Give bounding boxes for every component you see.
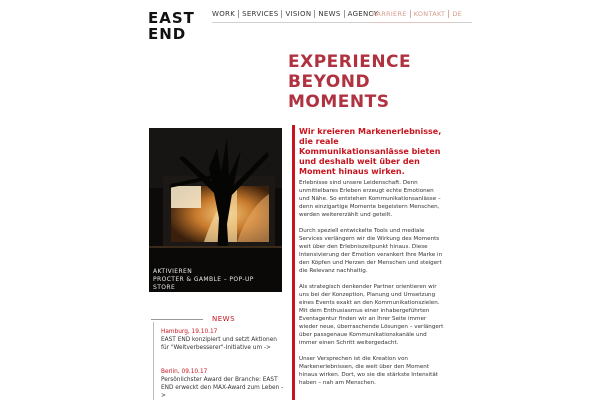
news-item[interactable] [161, 328, 286, 352]
logo-line-1: EAST [148, 9, 195, 27]
hero-line-1: EXPERIENCE [288, 52, 412, 72]
meta-nav-divider [372, 22, 452, 23]
meta-nav [372, 10, 465, 18]
feature-caption-title: PROCTER & GAMBLE – POP-UP [153, 276, 254, 283]
body-paragraph: Unser Versprechen ist die Kreation von Markenerlebnissen, die weit über den Moment hinaus wirken. Dort, wo sie die stärkste Intensität haben – nah am Menschen. [299, 356, 438, 386]
accent-bar [292, 125, 295, 400]
body-paragraph: Erlebnisse sind unsere Leidenschaft. Denn unmittelbares Erleben erzeugt echte Emotionen und Nähe. So entstehen Kommunikationsanlässe – denn einzigartige Momente begeistern Menschen, werden weitererzählt und geteilt. [299, 180, 441, 218]
feature-caption-title-cont: STORE [153, 284, 176, 291]
news-date: Hamburg, 19.10.17 [161, 329, 218, 335]
feature-caption [153, 268, 254, 292]
news-date: Berlin, 09.10.17 [161, 369, 208, 375]
nav-karriere[interactable]: KARRIERE [372, 10, 407, 18]
nav-news[interactable]: NEWS [314, 10, 343, 18]
main-nav [212, 10, 381, 18]
body-copy [299, 179, 444, 395]
body-paragraph: Durch speziell entwickelte Tools und mediale Services verlängern wir die Wirkung des Moments weit über den Erlebniszeitpunkt hinaus. Diese Intensivierung der Emotion verankert Ihre Marke in den Köpfen und Herzen der Menschen und steigert die Relevanz nachhaltig. [299, 228, 443, 274]
news-text: EAST END konzipiert und setzt Aktionen für "Weltverbesserer"-Initiative um -> [161, 337, 277, 351]
body-paragraph: Als strategisch denkender Partner orientieren wir uns bei der Konzeption, Planung und Umsetzung eines Events exakt an den Kommunikationszielen. Mit dem Enthusiasmus einer inhabergeführten Eventagentur finden wir an Ihrer Seite immer wieder neue, überraschende Lösungen – verlängert über passgenaue Kommunikationskanäle und immer einen Schritt weitergedacht. [299, 284, 444, 346]
news-rule [153, 322, 154, 400]
nav-services[interactable]: SERVICES [238, 10, 281, 18]
nav-agency[interactable]: AGENCY [344, 10, 382, 18]
news-item[interactable] [161, 368, 286, 400]
news-text: Persönlichster Award der Branche: EAST END erweckt den MAX-Award zum Leben -> [161, 377, 284, 399]
news-divider [151, 319, 203, 320]
hero-headline [288, 52, 411, 112]
logo-line-2: END [148, 25, 187, 43]
feature-caption-category: AKTIVIEREN [153, 268, 193, 275]
nav-language[interactable]: DE [448, 10, 465, 18]
logo[interactable] [148, 10, 195, 42]
hero-line-2: BEYOND [288, 72, 371, 92]
nav-vision[interactable]: VISION [281, 10, 314, 18]
feature-teaser[interactable] [149, 128, 282, 292]
news-heading: NEWS [212, 315, 236, 323]
lead-text: Wir kreieren Markenerlebnisse, die reale Kommunikationsanlässe bieten und deshalb weit über den Moment hinaus wirken. [299, 127, 442, 176]
hero-line-3: MOMENTS [288, 92, 390, 112]
nav-work[interactable]: WORK [212, 10, 236, 18]
nav-kontakt[interactable]: KONTAKT [410, 10, 449, 18]
